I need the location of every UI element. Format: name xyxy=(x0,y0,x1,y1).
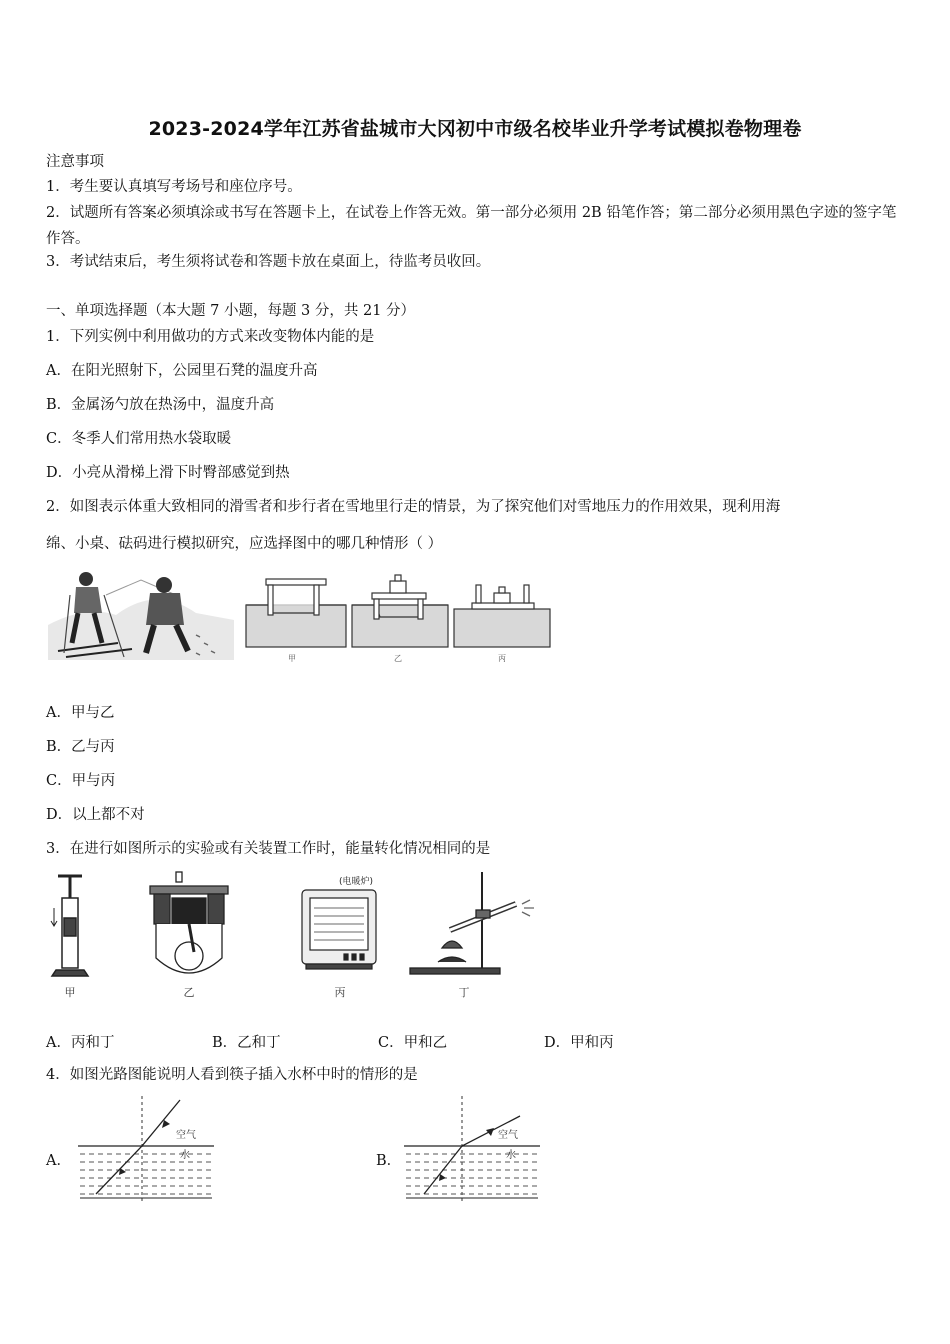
fire-piston-device xyxy=(51,876,88,976)
section-heading: 一、单项选择题（本大题 7 小题，每题 3 分，共 21 分） xyxy=(46,303,416,319)
option-c: C．冬季人们常用热水袋取暖 xyxy=(46,431,232,447)
fig-label-jia: 甲 xyxy=(288,654,296,663)
fig-label-bing: 丙 xyxy=(498,654,506,663)
water-label: 水 xyxy=(506,1150,516,1161)
option-a-label: A． xyxy=(46,1153,71,1169)
electric-heater-device xyxy=(302,890,376,969)
air-label: 空气 xyxy=(498,1130,518,1141)
fig-label-yi: 乙 xyxy=(183,986,195,999)
steam-tube-device xyxy=(410,872,534,974)
notice-item: 1．考生要认真填写考场号和座位序号。 xyxy=(46,179,302,195)
heater-label: (电暖炉) xyxy=(338,877,374,887)
option-a: A．在阳光照射下，公园里石凳的温度升高 xyxy=(46,363,318,379)
question-stem: 4．如图光路图能说明人看到筷子插入水杯中时的情形的是 xyxy=(46,1067,418,1083)
question-stem: 2．如图表示体重大致相同的滑雪者和步行者在雪地里行走的情景，为了探究他们对雪地压力的作用效果，现利用海 xyxy=(46,499,781,515)
fig-label-jia: 甲 xyxy=(64,986,76,999)
option-b: B．金属汤勺放在热汤中，温度升高 xyxy=(46,397,275,413)
notice-heading: 注意事项 xyxy=(46,154,104,170)
engine-device xyxy=(150,872,228,973)
sponge-setups xyxy=(246,575,550,647)
option-a: A．丙和丁 xyxy=(46,1035,115,1051)
air-label: 空气 xyxy=(176,1130,196,1141)
energy-devices-figure xyxy=(44,868,534,1004)
page-title: 2023-2024学年江苏省盐城市大冈初中市级名校毕业升学考试模拟卷物理卷 xyxy=(148,118,802,140)
question-stem-cont: 绵、小桌、砝码进行模拟研究，应选择图中的哪几种情形（ ） xyxy=(46,536,443,552)
fig-label-yi: 乙 xyxy=(394,654,402,663)
light-path-figure-b xyxy=(402,1094,542,1204)
option-d: D．小亮从滑梯上滑下时臀部感觉到热 xyxy=(46,465,290,481)
fig-label-bing: 丙 xyxy=(334,986,346,999)
light-path-figure-a xyxy=(76,1094,216,1204)
fig-label-ding: 丁 xyxy=(458,986,470,999)
question-stem: 3．在进行如图所示的实验或有关装置工作时，能量转化情况相同的是 xyxy=(46,841,491,857)
option-b: B．乙与丙 xyxy=(46,739,115,755)
question-stem: 1．下列实例中利用做功的方式来改变物体内能的是 xyxy=(46,329,375,345)
option-b-label: B． xyxy=(376,1153,402,1169)
option-c: C．甲与丙 xyxy=(46,773,116,789)
option-d: D．甲和丙 xyxy=(544,1035,614,1051)
water-label: 水 xyxy=(180,1150,190,1161)
notice-item: 3．考试结束后，考生须将试卷和答题卡放在桌面上，待监考员收回。 xyxy=(46,254,491,270)
option-a: A．甲与乙 xyxy=(46,705,115,721)
option-b: B．乙和丁 xyxy=(212,1035,281,1051)
skier-walker-picture xyxy=(48,572,234,660)
option-d: D．以上都不对 xyxy=(46,807,145,823)
snow-sponge-figure xyxy=(46,565,556,667)
notice-item: 2．试题所有答案必须填涂或书写在答题卡上，在试卷上作答无效。第一部分必须用 2B 铅笔作答；第二部分必须用黑色字迹的签字笔作答。 xyxy=(46,205,897,247)
option-c: C．甲和乙 xyxy=(378,1035,448,1051)
